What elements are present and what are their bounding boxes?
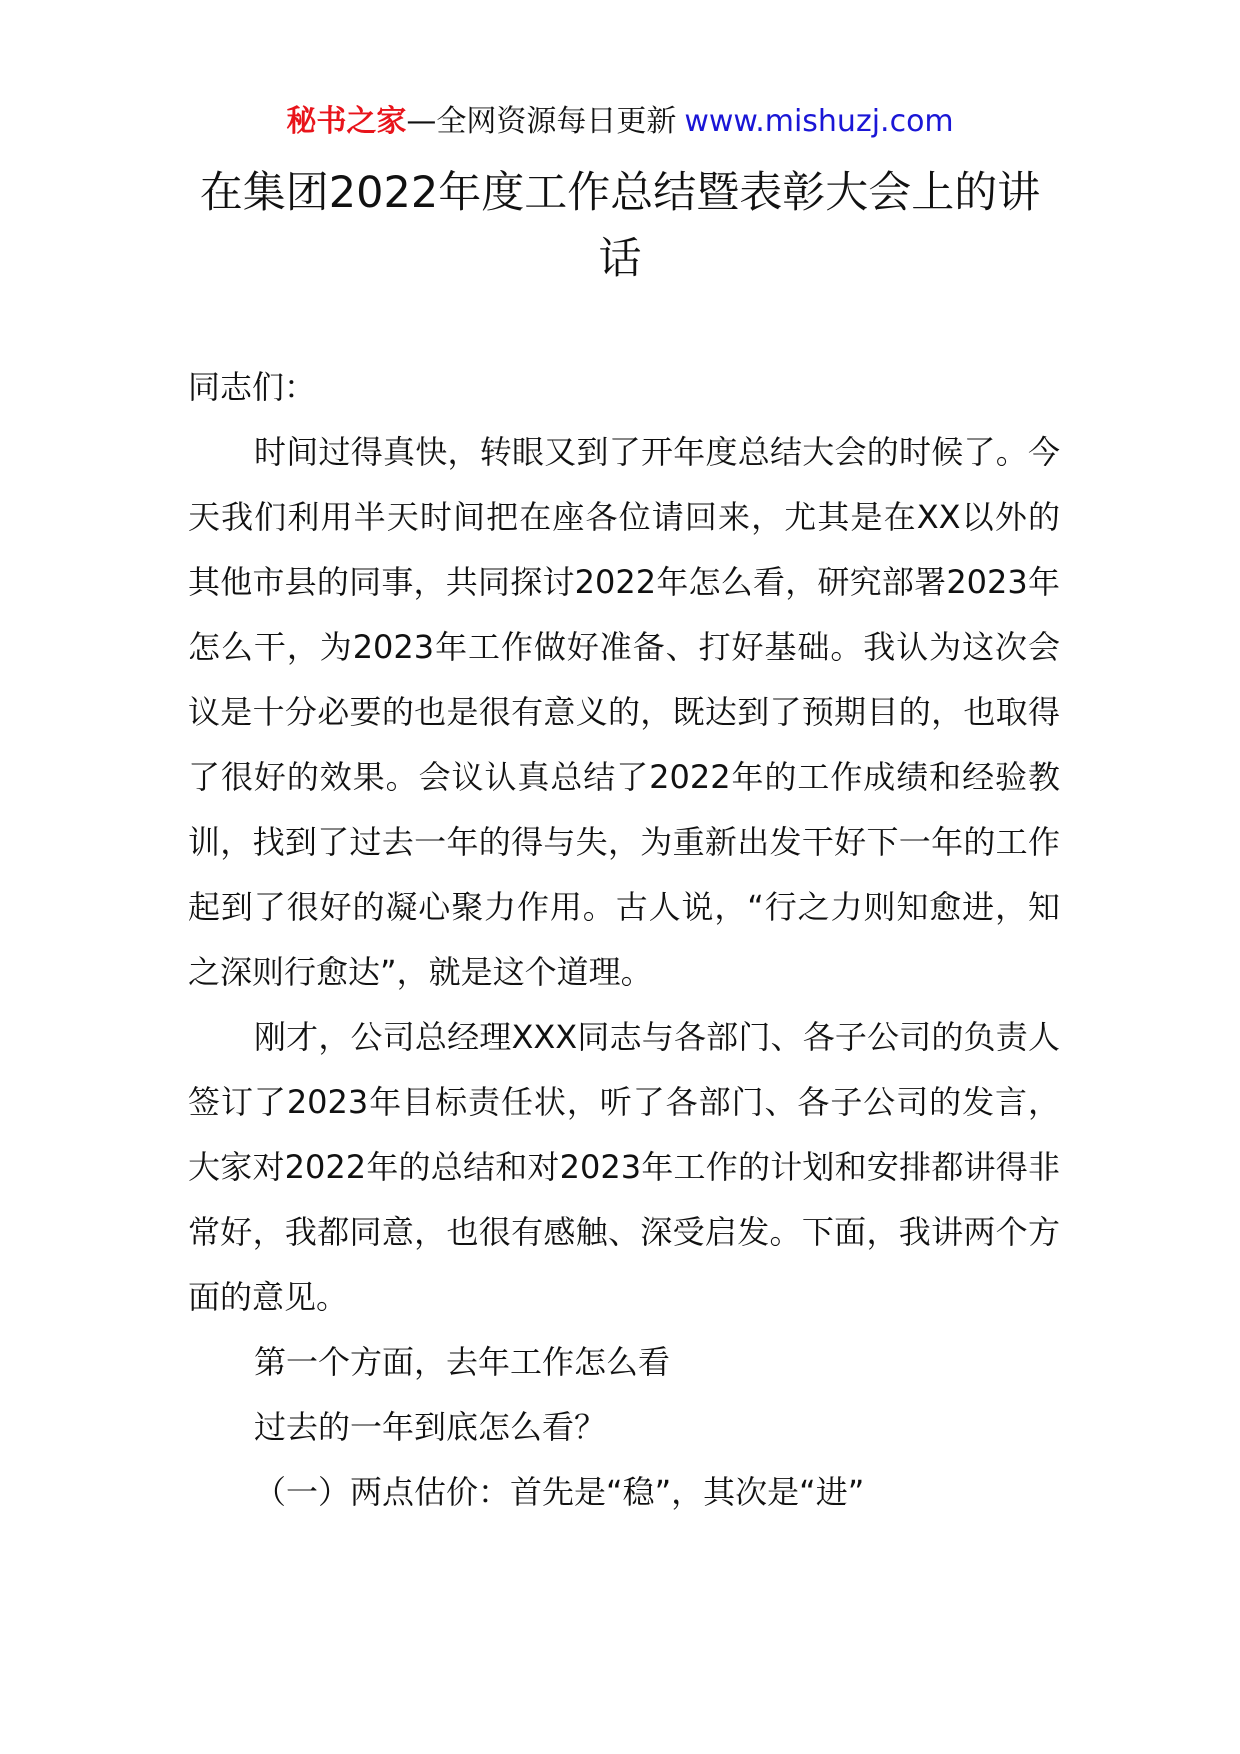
site-url-link[interactable]: www.mishuzj.com [684,104,954,139]
document-title: 在集团2022年度工作总结暨表彰大会上的讲话 [199,168,1041,284]
section-heading: 第一个方面，去年工作怎么看 [254,1343,671,1381]
document-body [188,355,1060,1525]
paragraph-agenda: 刚才，公司总经理XXX同志与各部门、各子公司的负责人签订了2023年目标责任状，听了各部门、各子公司的发言，大家对2022年的总结和对2023年工作的计划和安排都讲得非常好，我都同意，也很有感触、深受启发。下面，我讲两个方面的意见。 [188,1018,1060,1316]
brand-name: 秘书之家 [286,104,407,139]
subsection-heading: （一）两点估价：首先是“稳”，其次是“进” [254,1473,865,1511]
section-question: 过去的一年到底怎么看？ [254,1408,607,1446]
paragraph-opening: 时间过得真快，转眼又到了开年度总结大会的时候了。今天我们利用半天时间把在座各位请回来，尤其是在XX以外的其他市县的同事，共同探讨2022年怎么看，研究部署2023年怎么干，为2023年工作做好准备、打好基础。我认为这次会议是十分必要的也是很有意义的，既达到了预期目的，也取得了很好的效果。会议认真总结了2022年的工作成绩和经验教训，找到了过去一年的得与失，为重新出发干好下一年的工作起到了很好的凝心聚力作用。古人说，“行之力则知愈进，知之深则行愈达”，就是这个道理。 [188,433,1060,991]
brand-slogan: —全网资源每日更新 [406,104,677,139]
watermark-header [0,100,1240,144]
salutation: 同志们： [188,368,317,406]
